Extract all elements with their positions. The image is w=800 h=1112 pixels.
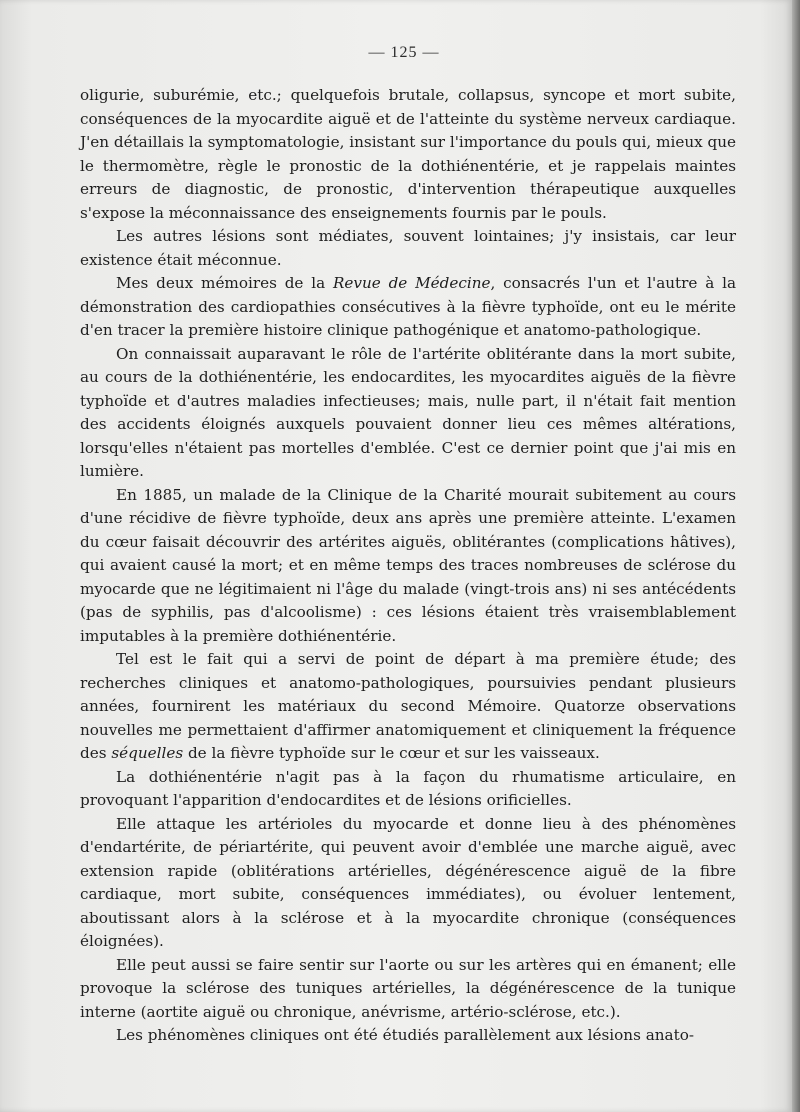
paragraph-5: En 1885, un malade de la Clinique de la Charité mourait subitement au cours d'une récidive de fièvre typhoïde, deux ans après une première atteinte. L'examen du cœur faisait découvrir des artérites aiguës, oblitérantes (complications hâtives), qui avaient causé la mort; et en même temps des traces nombreuses de sclérose du myocarde que ne légitimaient ni l'âge du malade (vingt-trois ans) ni ses antécédents (pas de syphilis, pas d'alcoolisme) : ces lésions étaient très vraisemblablement imputables à la première dothiénentérie.: [80, 485, 736, 645]
page-number: — 125 —: [368, 44, 440, 61]
sequelles-word: séquelles: [111, 744, 184, 762]
journal-title: Revue de Médecine: [332, 274, 491, 292]
paragraph-3-before: Mes deux mémoires de la: [116, 274, 333, 292]
paragraph-2: Les autres lésions sont médiates, souvent lointaines; j'y insistais, car leur existence était méconnue.: [80, 227, 736, 269]
page-edge-shadow: [792, 0, 800, 1112]
paragraph-4: On connaissait auparavant le rôle de l'artérite oblitérante dans la mort subite, au cours de la dothiénentérie, les endocardites, les myocardites aiguës de la fièvre typhoïde et d'autres maladies infectieuses; mais, nulle part, il n'était fait mention des accidents éloignés auxquels pouvaient donner lieu ces mêmes altérations, lorsqu'elles n'étaient pas mortelles d'emblée. C'est ce dernier point que j'ai mis en lumière.: [80, 344, 736, 480]
paragraph-3-after: , consacrés l'un et l'autre à la démonstration des cardiopathies consécutives à la fièvre typhoïde, ont eu le mérite d'en tracer la première histoire clinique pathogénique et anatomo-pathologique.: [80, 274, 737, 339]
paragraph-6-before: Tel est le fait qui a servi de point de départ à ma première étude; des recherches cliniques et anatomo-pathologiques, poursuivies pendant plusieurs années, fournirent les matériaux du second Mémoire. Quatorze observations nouvelles me permettaient d'affirmer anatomiquement et cliniquement la fréquence des: [80, 650, 736, 762]
paragraph-1: oligurie, suburémie, etc.; quelquefois brutale, collapsus, syncope et mort subite, conséquences de la myocardite aiguë et de l'atteinte du système nerveux cardiaque. J'en détaillais la symptomatologie, insistant sur l'importance du pouls qui, mieux que le thermomètre, règle le pronostic de la dothiénentérie, et je rappelais maintes erreurs de diagnostic, de pronostic, d'intervention thérapeutique auxquelles s'expose la méconnaissance des enseignements fournis par le pouls.: [80, 86, 736, 222]
paragraph-3: [80, 272, 736, 343]
paragraph-10: Les phénomènes cliniques ont été étudiés parallèlement aux lésions anato-: [116, 1026, 694, 1044]
paragraph-7: La dothiénentérie n'agit pas à la façon du rhumatisme articulaire, en provoquant l'apparition d'endocardites et de lésions orificielles.: [80, 767, 736, 809]
paragraph-6-after: de la fièvre typhoïde sur le cœur et sur les vaisseaux.: [183, 744, 600, 762]
paragraph-6: [80, 648, 736, 766]
body-text: [80, 84, 736, 1048]
paragraph-8: Elle attaque les artérioles du myocarde et donne lieu à des phénomènes d'endartérite, de périartérite, qui peuvent avoir d'emblée une marche aiguë, avec extension rapide (oblitérations artérielles, dégénérescence aiguë de la fibre cardiaque, mort subite, conséquences immédiates), ou évoluer lentement, aboutissant alors à la sclérose et à la myocardite chronique (conséquences éloignées).: [80, 814, 736, 950]
paragraph-9: Elle peut aussi se faire sentir sur l'aorte ou sur les artères qui en émanent; elle provoque la sclérose des tuniques artérielles, la dégénérescence de la tunique interne (aortite aiguë ou chronique, anévrisme, artério-sclérose, etc.).: [80, 955, 736, 1021]
